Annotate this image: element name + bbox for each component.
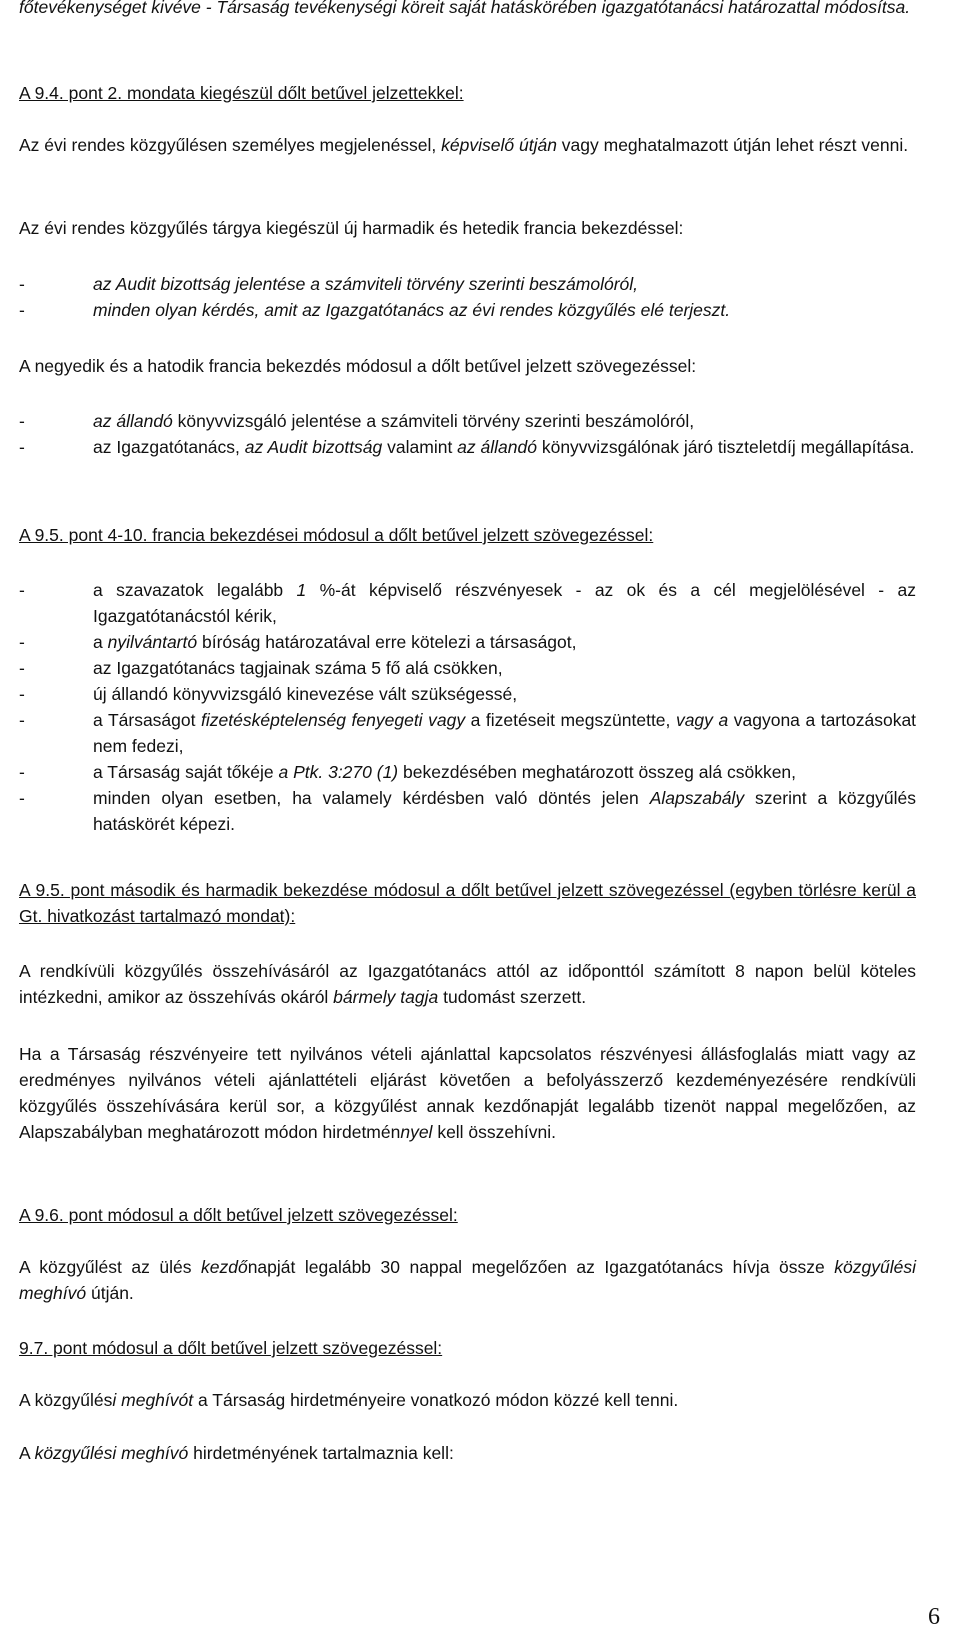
text-italic: főtevékenységet kivéve - Társaság tevékenységi köreit saját hatáskörében igazgatótanácsi határozattal módosítsa. [19, 0, 911, 17]
heading-9-6: A 9.6. pont módosul a dőlt betűvel jelzett szövegezéssel: [19, 1205, 458, 1225]
heading-9-5-items: A 9.5. pont 4-10. francia bekezdései módosul a dőlt betűvel jelzett szövegezéssel: [19, 525, 654, 545]
paragraph-publication: A közgyűlési meghívót a Társaság hirdetményeire vonatkozó módon közzé kell tenni. [19, 1390, 679, 1410]
list-item: - új állandó könyvvizsgáló kinevezése vált szükségessé, [19, 684, 518, 704]
paragraph-attendance: Az évi rendes közgyűlésen személyes megjelenéssel, képviselő útján vagy meghatalmazott útján lehet részt venni. [19, 135, 909, 155]
list-item: - a nyilvántartó bíróság határozatával erre kötelezi a társaságot, [19, 632, 577, 652]
list-item: - a szavazatok legalább 1 %-át képviselő részvényesek - az ok és a cél megjelölésével - az Igazgatótanácstól kérik, [19, 580, 916, 626]
list-item: - az állandó könyvvizsgáló jelentése a számviteli törvény szerinti beszámolóról, [19, 411, 695, 431]
list-item: - a Társaság saját tőkéje a Ptk. 3:270 (1) bekezdésében meghatározott összeg alá csökken, [19, 762, 797, 782]
list-item: - a Társaságot fizetésképtelenség fenyegeti vagy a fizetéseit megszüntette, vagy a vagyona a tartozásokat nem fedezi, [19, 710, 917, 756]
paragraph-notice-period: A közgyűlést az ülés kezdőnapját legalább 30 nappal megelőzően az Igazgatótanács hívja össze közgyűlési meghívó útján. [19, 1257, 916, 1303]
heading-9-7: 9.7. pont módosul a dőlt betűvel jelzett szövegezéssel: [19, 1338, 443, 1358]
list-item: - minden olyan esetben, ha valamely kérdésben való döntés jelen Alapszabály szerint a közgyűlés hatáskörét képezi. [19, 788, 916, 834]
page-number: 6 [928, 1604, 940, 1630]
list-new-items [19, 271, 916, 323]
heading-9-4: A 9.4. pont 2. mondata kiegészül dőlt betűvel jelzettekkel: [19, 83, 464, 103]
paragraph-agenda: Az évi rendes közgyűlés tárgya kiegészül új harmadik és hetedik francia bekezdéssel: [19, 218, 684, 238]
paragraph-convening: A rendkívüli közgyűlés összehívásáról az Igazgatótanács attól az időponttól számított 8 napon belül köteles intézkedni, amikor az összehívás okáról bármely tagja tudomást szerzett. [19, 961, 916, 1007]
list-extraordinary-reasons [19, 577, 916, 837]
paragraph-modified-items: A negyedik és a hatodik francia bekezdés módosul a dőlt betűvel jelzett szövegezéssel: [19, 356, 697, 376]
heading-9-5-paragraphs: A 9.5. pont második és harmadik bekezdése módosul a dőlt betűvel jelzett szövegezéssel (egyben törlésre kerül a Gt. hivatkozást tartalmazó mondat): [19, 880, 916, 926]
paragraph-invitation-content: A közgyűlési meghívó hirdetményének tartalmaznia kell: [19, 1443, 454, 1463]
list-item: - az Audit bizottság jelentése a számviteli törvény szerinti beszámolóról, [19, 274, 639, 294]
list-modified-items [19, 408, 916, 460]
list-item: - az Igazgatótanács, az Audit bizottság valamint az állandó könyvvizsgálónak járó tiszteletdíj megállapítása. [19, 437, 915, 457]
list-item: - az Igazgatótanács tagjainak száma 5 fő alá csökken, [19, 658, 503, 678]
list-item: - minden olyan kérdés, amit az Igazgatótanács az évi rendes közgyűlés elé terjeszt. [19, 300, 731, 320]
paragraph-takeover-bid: Ha a Társaság részvényeire tett nyilvános vételi ajánlattal kapcsolatos részvényesi állásfoglalás miatt vagy az eredményes nyilvános vételi ajánlattételi eljárást követően a befolyásszerző kezdeményezésére rendkívüli közgyűlés összehívására kerül sor, a közgyűlést annak kezdőnapját legalább tizenöt nappal megelőzően, az Alapszabályban meghatározott módon hirdetménnyel kell összehívni. [19, 1044, 916, 1142]
paragraph-intro [19, 0, 916, 20]
